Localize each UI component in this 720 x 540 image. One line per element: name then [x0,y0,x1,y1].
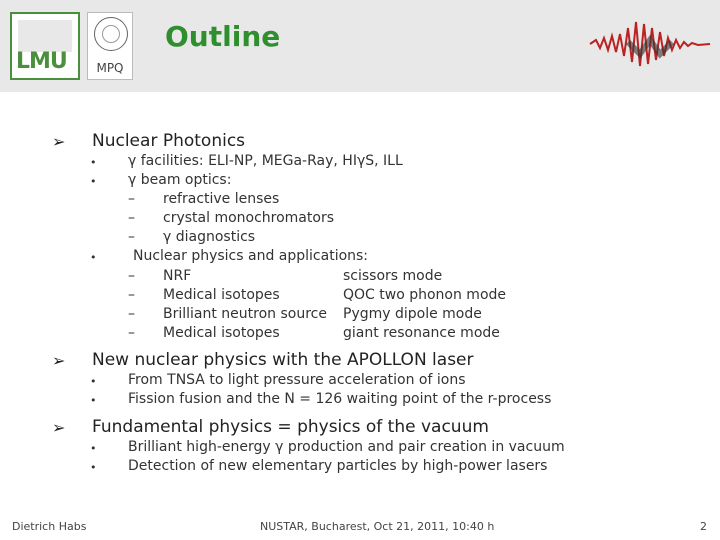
section-heading: New nuclear physics with the APOLLON laser [92,350,474,370]
list-item: Nuclear physics and applications: [133,248,369,264]
table-cell: Medical isotopes [163,287,280,303]
dash-icon: – [128,306,135,322]
dash-icon: – [128,325,135,341]
table-cell: QOC two phonon mode [343,287,507,303]
arrow-bullet-icon: ➢ [52,351,66,370]
bullet-icon: • [90,175,97,188]
mpq-logo [87,12,133,80]
list-item: From TNSA to light pressure acceleration of ions [128,372,466,388]
lmu-logo-text: LMU [16,49,67,74]
mpq-seal-icon [94,17,128,51]
arrow-bullet-icon: ➢ [52,418,66,437]
table-cell: NRF [163,268,192,284]
lmu-logo [10,12,80,80]
bullet-icon: • [90,394,97,407]
page-number: 2 [700,520,707,533]
wave-logo-icon [588,14,712,74]
list-item: γ facilities: ELI-NP, MEGa-Ray, HIγS, ILL [128,153,403,169]
dash-icon: – [128,229,135,245]
bullet-icon: • [90,156,97,169]
table-cell: Brilliant neutron source [163,306,327,322]
table-cell: Medical isotopes [163,325,280,341]
footer-author: Dietrich Habs [12,520,87,533]
table-cell: giant resonance mode [343,325,500,341]
section-heading: Fundamental physics = physics of the vacuum [92,417,489,437]
bullet-icon: • [90,375,97,388]
slide-header [0,0,720,92]
sub-item: crystal monochromators [163,210,334,226]
list-item: Detection of new elementary particles by high-power lasers [128,458,548,474]
list-item: γ beam optics: [128,172,232,188]
bullet-icon: • [90,251,97,264]
dash-icon: – [128,287,135,303]
sub-item: γ diagnostics [163,229,256,245]
bullet-icon: • [90,442,97,455]
lmu-logo-mark [18,20,72,52]
sub-item: refractive lenses [163,191,280,207]
list-item: Brilliant high-energy γ production and pair creation in vacuum [128,439,565,455]
table-cell: Pygmy dipole mode [343,306,482,322]
section-heading: Nuclear Photonics [92,131,246,151]
dash-icon: – [128,268,135,284]
slide-title: Outline [165,20,281,53]
dash-icon: – [128,210,135,226]
mpq-logo-text: MPQ [96,61,124,75]
arrow-bullet-icon: ➢ [52,132,66,151]
bullet-icon: • [90,461,97,474]
footer-event: NUSTAR, Bucharest, Oct 21, 2011, 10:40 h [260,520,495,533]
list-item: Fission fusion and the N = 126 waiting point of the r-process [128,391,552,407]
dash-icon: – [128,191,135,207]
table-cell: scissors mode [343,268,443,284]
